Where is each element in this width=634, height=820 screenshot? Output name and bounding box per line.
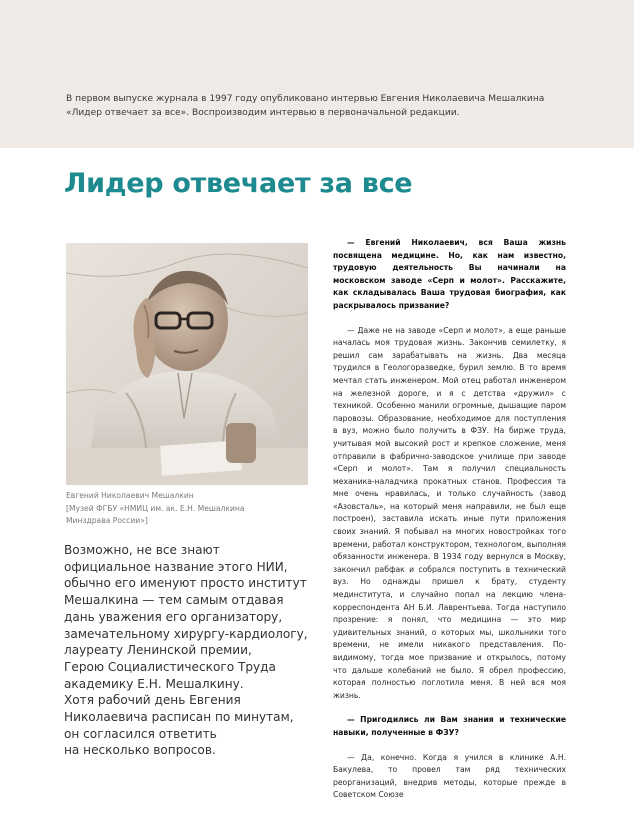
lead-line: замечательному хирургу-кардиологу, (64, 626, 308, 641)
interview-column (333, 237, 566, 802)
lead-line: Николаевича расписан по минутам, (64, 710, 294, 725)
lead-line: Герою Социалистического Труда (64, 659, 276, 674)
portrait-illustration (66, 243, 308, 485)
lead-line: Мешалкина — тем самым отдавая (64, 593, 284, 608)
lead-paragraph (64, 542, 324, 759)
interview-answer: — Да, конечно. Когда я учился в клинике А.Н. Бакулева, то провел там ряд технических реорганизаций, внедрив методы, которые прежде в Советском Союзе (333, 752, 566, 800)
caption-line: [Музей ФГБУ «НМИЦ им. ак. Е.Н. Мешалкина (66, 503, 245, 513)
photo-caption (66, 490, 311, 528)
lead-line: он согласился ответить (64, 726, 217, 741)
lead-line: лауреату Ленинской премии, (64, 643, 252, 658)
lead-line: на несколько вопросов. (64, 743, 216, 758)
article-title: Лидер отвечает за все (64, 168, 413, 199)
lead-line: дань уважения его организатору, (64, 609, 283, 624)
intro-line: «Лидер отвечает за все». Воспроизводим интервью в первоначальной редакции. (66, 108, 460, 118)
interview-question: — Пригодились ли Вам знания и технические навыки, полученные в ФЗУ? (333, 715, 566, 737)
intro-line: В первом выпуске журнала в 1997 году опубликовано интервью Евгения Николаевича Мешалкина (66, 94, 545, 104)
intro-band (0, 0, 634, 148)
lead-line: обычно его именуют просто институт (64, 576, 307, 591)
lead-line: академику Е.Н. Мешалкину. (64, 676, 244, 691)
interview-answer: — Даже не на заводе «Серп и молот», а еще раньше началась моя трудовая жизнь. Закончив семилетку, я решил сам зарабатывать на жизнь. Два месяца трудился в Геологоразведке, бурил землю. В то время мечтал стать инженером. Мой отец работал инженером на железной дороге, и я с детства «дружил» с техникой. Особенно манили огромные, дышащие паром паровозы. Образование, необходимое для поступления в вуз, можно было получить в ФЗУ. На бирже труда, учитывая мой высокий рост и крепкое сложение, меня отправили в фабрично-заводское училище при заводе «Серп и молот». Там я получил специальность механика-наладчика прокатных станов. Профессия та мне очень нравилась, и только случайность (завод «Азовсталь», на который меня направили, не был еще построен), заставила искать иные пути приложения своих знаний. Я побывал на многих новостройках того времени, работал конструктором, технологом, выполняя обязанности инженера. В 1934 году вернулся в Москву, закончил рабфак и собрался поступить в технический вуз. Но однажды пришел к брату, студенту мединститута, и случайно попал на лекцию члена-корреспондента АН Б.И. Лаврентьева. Тогда наступило прозрение: я понял, что медицина — это мир удивительных знаний, о которых мы, школьники того времени, не имели никакого представления. По-видимому, тогда мое призвание и открылось, потому что дальше колебаний не было. Я обрел профессию, которая полностью поглотила меня. В ней вся моя жизнь. (333, 325, 566, 700)
lead-line: Возможно, не все знают (64, 543, 220, 557)
lead-line: официальное название этого НИИ, (64, 559, 288, 574)
caption-line: Минздрава России»] (66, 516, 148, 525)
portrait-photo (66, 243, 308, 485)
caption-line: Евгений Николаевич Мешалкин (66, 491, 194, 500)
interview-question: — Евгений Николаевич, вся Ваша жизнь посвящена медицине. Но, как нам известно, трудовую деятельность Вы начинали на московском заводе «Серп и молот». Расскажите, как складывалась Ваша трудовая биография, как раскрывалось призвание? (333, 238, 566, 310)
intro-note (66, 92, 546, 120)
lead-line: Хотя рабочий день Евгения (64, 693, 241, 708)
